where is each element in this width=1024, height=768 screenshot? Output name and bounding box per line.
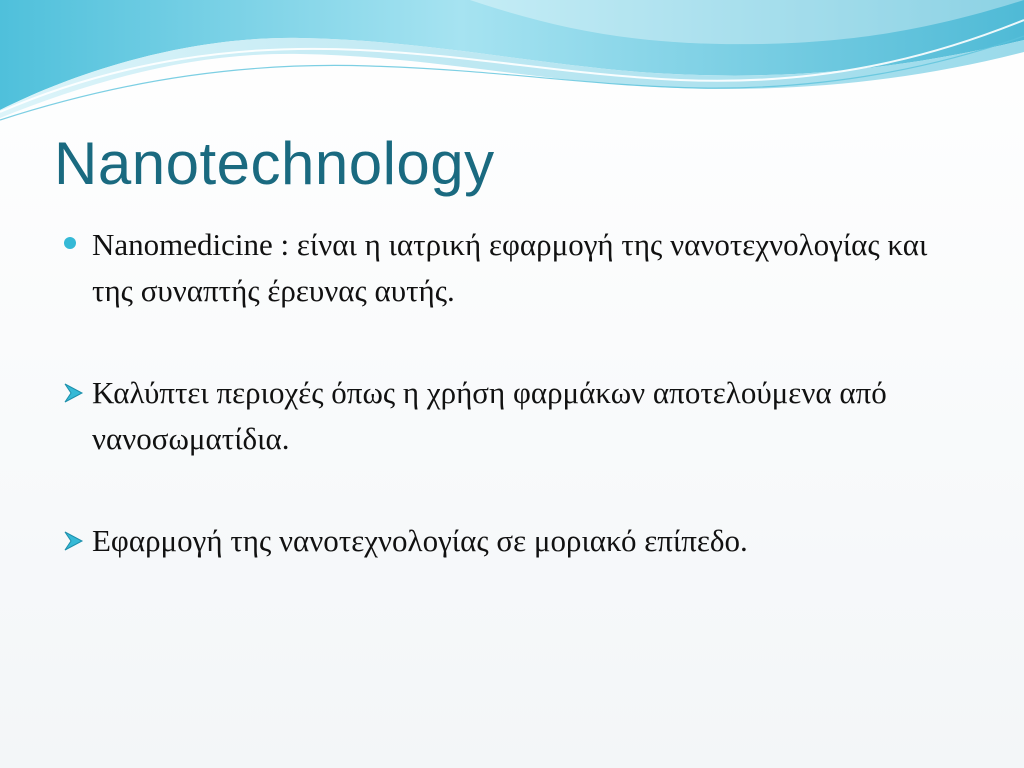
round-bullet-icon xyxy=(64,237,76,249)
bullet-item xyxy=(62,222,962,314)
slide-title: Nanotechnology xyxy=(54,130,495,197)
header-wave-decoration xyxy=(0,0,1024,140)
arrow-bullet-icon xyxy=(62,382,86,404)
bullet-item xyxy=(62,518,962,564)
bullet-text: Καλύπτει περιοχές όπως η χρήση φαρμάκων αποτελούμενα από νανοσωματίδια. xyxy=(92,375,887,456)
bullet-item xyxy=(62,370,962,462)
arrow-bullet-icon xyxy=(62,530,86,552)
bullet-text: Nanomedicine : είναι η ιατρική εφαρμογή της νανοτεχνολογίας και της συναπτής έρευνας αυτής. xyxy=(92,227,928,308)
bullet-text: Εφαρμογή της νανοτεχνολογίας σε μοριακό επίπεδο. xyxy=(92,523,748,558)
bullet-list xyxy=(62,222,962,564)
